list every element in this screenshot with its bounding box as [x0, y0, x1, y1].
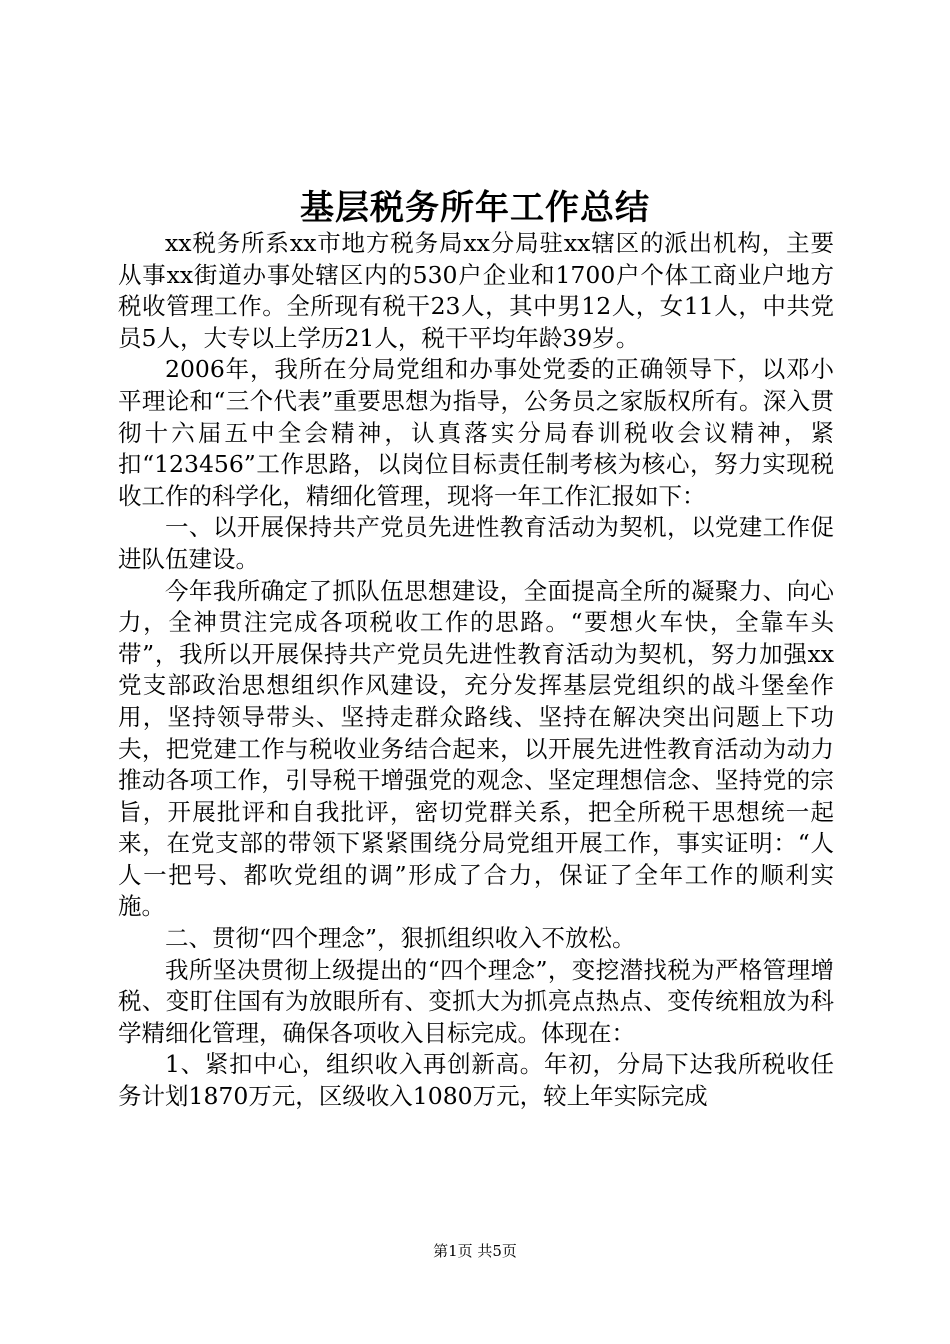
- paragraph-party-building: 今年我所确定了抓队伍思想建设，全面提高全所的凝聚力、向心力，全神贯注完成各项税收工作的思路。“要想火车快，全靠车头带”，我所以开展保持共产党员先进性教育活动为契机，努力加强xx党支部政治思想组织作风建设，充分发挥基层党组织的战斗堡垒作用，坚持领导带头、坚持走群众路线、坚持在解决突出问题上下功夫，把党建工作与税收业务结合起来，以开展先进性教育活动为动力推动各项工作，引导税干增强党的观念、坚定理想信念、坚持党的宗旨，开展批评和自我批评，密切党群关系，把全所税干思想统一起来，在党支部的带领下紧紧围绕分局党组开展工作，事实证明：“人人一把号、都吹党组的调”形成了合力，保证了全年工作的顺利实施。: [118, 576, 834, 921]
- document-body: [118, 228, 834, 1113]
- page-footer: 第1页 共5页: [433, 1242, 517, 1260]
- paragraph-intro: xx税务所系xx市地方税务局xx分局驻xx辖区的派出机构，主要从事xx街道办事处辖区内的530户企业和1700户个体工商业户地方税收管理工作。全所现有税干23人，其中男12人，女11人，中共党员5人，大专以上学历21人，税干平均年龄39岁。: [118, 229, 834, 352]
- document-title: 基层税务所年工作总结: [300, 188, 650, 228]
- paragraph-overview: 2006年，我所在分局党组和办事处党委的正确领导下，以邓小平理论和“三个代表”重要思想为指导，公务员之家版权所有。深入贯彻十六届五中全会精神，认真落实分局春训税收会议精神，紧扣“123456”工作思路，以岗位目标责任制考核为核心，努力实现税收工作的科学化，精细化管理，现将一年工作汇报如下：: [118, 355, 834, 510]
- section-heading-1: 一、以开展保持共产党员先进性教育活动为契机，以党建工作促进队伍建设。: [118, 513, 834, 573]
- paragraph-four-concepts: 我所坚决贯彻上级提出的“四个理念”，变挖潜找税为严格管理增税、变盯住国有为放眼所有、变抓大为抓亮点热点、变传统粗放为科学精细化管理，确保各项收入目标完成。体现在：: [118, 955, 834, 1047]
- paragraph-revenue: 1、紧扣中心，组织收入再创新高。年初，分局下达我所税收任务计划1870万元，区级收入1080万元，较上年实际完成: [118, 1050, 834, 1111]
- section-heading-2: 二、贯彻“四个理念”，狠抓组织收入不放松。: [165, 924, 636, 953]
